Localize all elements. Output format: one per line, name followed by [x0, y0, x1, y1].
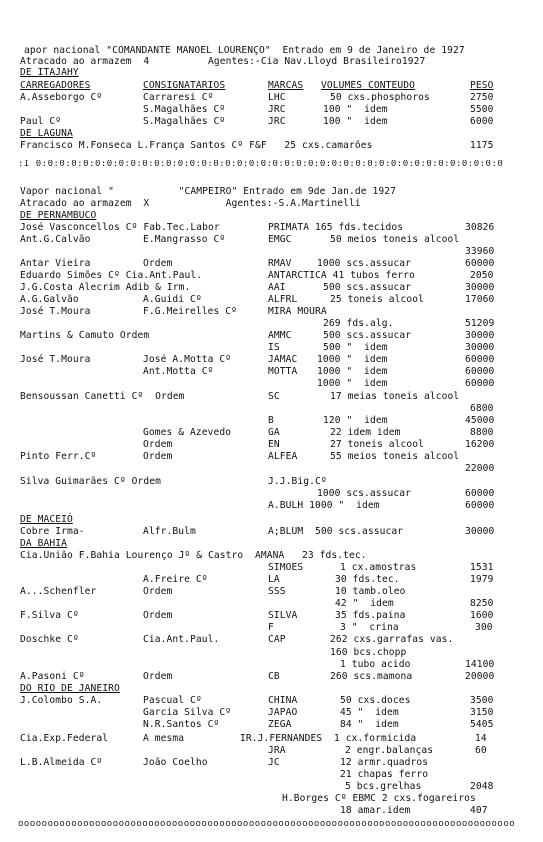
section-heading: DA BAHIA	[20, 538, 68, 549]
manifest-text: B	[268, 415, 274, 426]
manifest-text: AMMC	[268, 330, 292, 341]
manifest-text: JRA	[268, 745, 286, 756]
manifest-text: ZEGA	[268, 719, 292, 730]
manifest-text: Atracado ao armazem X Agentes:-S.A.Martinelli	[20, 198, 361, 209]
manifest-text: 50 cxs.phosphoros	[330, 92, 430, 103]
manifest-text: 5405	[470, 719, 494, 730]
manifest-text: 1531	[470, 562, 494, 573]
manifest-text: SIMOES	[268, 562, 304, 573]
manifest-text: apor nacional "COMANDANTE MANOEL LOURENÇO" Entrado em 9 de Janeiro de 1927	[24, 45, 465, 56]
manifest-text: S.Magalhães Cº	[143, 104, 226, 115]
section-heading: DE ITAJAHY	[20, 67, 79, 78]
manifest-text: ALFEA	[268, 451, 298, 462]
manifest-text: 30000	[465, 342, 495, 353]
manifest-text: 60000	[465, 488, 495, 499]
manifest-text: 6000	[470, 116, 494, 127]
manifest-text: Garcia Silva Cº	[143, 707, 232, 718]
manifest-text: CB	[268, 671, 280, 682]
manifest-text: Francisco M.Fonseca L.França Santos Cº F&F 25 cxs.camarões	[20, 140, 373, 151]
manifest-text: 50 meios toneis alcool	[330, 234, 460, 245]
manifest-text: ANTARCTICA 41 tubos ferro	[268, 270, 415, 281]
manifest-text: 50 cxs.doces	[340, 695, 411, 706]
manifest-text: 33960	[465, 246, 495, 257]
manifest-text: Paul Cº	[20, 116, 62, 127]
manifest-text: 5 bcs.grelhas	[345, 781, 422, 792]
manifest-text: Ant.Motta Cº	[143, 366, 214, 377]
manifest-text: L.B.Almeida Cº	[20, 757, 103, 768]
manifest-text: Cia.Ant.Paul.	[143, 634, 220, 645]
manifest-text: Cia.Exp.Federal	[20, 733, 109, 744]
manifest-text: 500 " idem	[323, 342, 388, 353]
manifest-text: 1000 " idem	[317, 366, 388, 377]
manifest-text: A.BULH 1000 " idem	[268, 500, 380, 511]
manifest-text: Gomes & Azevedo	[143, 427, 232, 438]
manifest-text: 42 " idem	[335, 598, 394, 609]
manifest-text: Ordem	[143, 258, 173, 269]
section-heading: DO RIO DE JANEIRO	[20, 683, 120, 694]
manifest-text: Alfr.Bulm	[143, 526, 196, 537]
manifest-text: 60000	[465, 366, 495, 377]
manifest-text: Ordem	[143, 610, 173, 621]
manifest-text: 3 " crina	[340, 622, 399, 633]
manifest-text: 21 chapas ferro	[340, 769, 429, 780]
manifest-text: 10 tamb.oleo	[335, 586, 406, 597]
manifest-text: ALFRL	[268, 294, 298, 305]
section-heading: DE MACEIÓ	[20, 514, 73, 525]
manifest-text: 8800	[470, 427, 494, 438]
manifest-text: 262 cxs.garrafas vas.	[330, 634, 454, 645]
manifest-text: N.R.Santos Cº	[143, 719, 220, 730]
manifest-text: João Coelho	[143, 757, 208, 768]
manifest-text: SILVA	[268, 610, 298, 621]
manifest-text: 60000	[465, 500, 495, 511]
manifest-text: 60000	[465, 258, 495, 269]
manifest-text: Antar Vieira	[20, 258, 91, 269]
manifest-text: 45 " idem	[340, 707, 399, 718]
manifest-text: Cia.União F.Bahia Lourenço Jº & Castro AMANA 23 fds.tec.	[20, 550, 367, 561]
section-heading: CONSIGNATARIOS	[143, 80, 226, 91]
manifest-text: 6800	[470, 403, 494, 414]
manifest-text: 3500	[470, 695, 494, 706]
manifest-text: 25 toneis alcool	[330, 294, 425, 305]
manifest-text: 1000 scs.assucar	[317, 258, 412, 269]
manifest-text: J.Colombo S.A.	[20, 695, 103, 706]
manifest-text: A mesma	[143, 733, 185, 744]
manifest-text: MIRA MOURA	[268, 306, 327, 317]
manifest-text: Silva Guimarães Cº Ordem	[20, 476, 162, 487]
manifest-text: SSS	[268, 586, 286, 597]
manifest-text: 1000 " idem	[317, 378, 388, 389]
manifest-text: PRIMATA 165 fds.tecidos	[268, 222, 404, 233]
manifest-text: E.Mangrasso Cº	[143, 234, 226, 245]
manifest-text: Cobre Irma-	[20, 526, 85, 537]
manifest-text: Atracado ao armazem 4 Agentes:-Cia Nav.Lloyd Brasileiro1927	[20, 56, 426, 67]
manifest-text: 30000	[465, 282, 495, 293]
manifest-text: 60000	[465, 354, 495, 365]
manifest-text: A...Schenfler	[20, 586, 97, 597]
manifest-text: 2750	[470, 92, 494, 103]
manifest-text: Carraresi Cº	[143, 92, 214, 103]
manifest-text: 30 fds.tec.	[335, 574, 400, 585]
manifest-text: JAMAC	[268, 354, 298, 365]
manifest-text: Martins & Camuto Ordem	[20, 330, 150, 341]
manifest-text: 22000	[465, 463, 495, 474]
manifest-text: Doschke Cº	[20, 634, 79, 645]
manifest-text: J.J.Big.Cº	[268, 476, 327, 487]
manifest-text: 14	[475, 733, 487, 744]
manifest-text: A.Asseborgo Cº	[20, 92, 103, 103]
manifest-text: 35 fds.paina	[335, 610, 406, 621]
manifest-text: José T.Moura	[20, 354, 91, 365]
manifest-text: 8250	[470, 598, 494, 609]
manifest-text: 30000	[465, 526, 495, 537]
manifest-text: 1175	[470, 140, 494, 151]
manifest-text: 5500	[470, 104, 494, 115]
manifest-text: GA	[268, 427, 280, 438]
manifest-text: 12 armr.quadros	[340, 757, 429, 768]
manifest-text: A.Freire Cº	[143, 574, 208, 585]
manifest-text: JAPAO	[268, 707, 298, 718]
manifest-text: 27 toneis alcool	[330, 439, 425, 450]
section-heading: CARREGADORES	[20, 80, 91, 91]
manifest-text: LHC	[268, 92, 286, 103]
manifest-text: A.Guidi Cº	[143, 294, 202, 305]
manifest-text: 100 " idem	[323, 104, 388, 115]
manifest-text: 500 scs.assucar	[323, 282, 412, 293]
manifest-text: J.G.Costa Alecrim Adib & Irm.	[20, 282, 191, 293]
manifest-text: 100 " idem	[323, 116, 388, 127]
manifest-text: S.Magalhães Cº	[143, 116, 226, 127]
manifest-text: 45000	[465, 415, 495, 426]
manifest-text: 3150	[470, 707, 494, 718]
manifest-text: F	[268, 622, 274, 633]
manifest-text: AAI	[268, 282, 286, 293]
manifest-text: SC	[268, 391, 280, 402]
manifest-text: 22 idem idem	[330, 427, 401, 438]
manifest-text: IR.J.FERNANDES 1 cx.formicida	[240, 733, 417, 744]
manifest-text: José Vasconcellos Cº Fab.Tec.Labor	[20, 222, 220, 233]
manifest-text: 260 scs.mamona	[330, 671, 413, 682]
manifest-text: Ordem	[143, 451, 173, 462]
manifest-text: 2 engr.balanças	[345, 745, 434, 756]
manifest-text: Pascual Cº	[143, 695, 202, 706]
manifest-text: 84 " idem	[340, 719, 399, 730]
manifest-text: 2048	[470, 781, 494, 792]
manifest-text: EN	[268, 439, 280, 450]
separator-line: :I 0:0:0:0:0:0:0:0:0:0:0:0:0:0:0:0:0:0:0:0:0:0:0:0:0:0:0:0:0:0:0:0:0:0:0:0:0:0:0:0	[18, 160, 504, 169]
manifest-text: 30000	[465, 330, 495, 341]
manifest-text: Ordem	[143, 439, 173, 450]
manifest-text: RMAV	[268, 258, 292, 269]
manifest-text: JRC	[268, 104, 286, 115]
manifest-text: CAP	[268, 634, 286, 645]
manifest-text: Vapor nacional " "CAMPEIRO" Entrado em 9de Jan.de 1927	[20, 186, 397, 197]
manifest-text: 120 " idem	[323, 415, 388, 426]
manifest-text: Eduardo Simões Cº Cia.Ant.Paul.	[20, 270, 203, 281]
manifest-text: F.Silva Cº	[20, 610, 79, 621]
manifest-text: 60000	[465, 378, 495, 389]
manifest-text: F.G.Meirelles Cº	[143, 306, 238, 317]
manifest-text: Ordem	[143, 586, 173, 597]
manifest-text: A.G.Galvão	[20, 294, 79, 305]
manifest-text: José T.Moura	[20, 306, 91, 317]
manifest-text: 2050	[470, 270, 494, 281]
manifest-text: 60	[475, 745, 487, 756]
manifest-text: 18 amar.idem	[340, 805, 411, 816]
manifest-text: 14100	[465, 659, 495, 670]
section-heading: VOLUMES CONTEUDO	[321, 80, 416, 91]
manifest-text: A;BLUM 500 scs.assucar	[268, 526, 404, 537]
manifest-text: 1 cx.amostras	[340, 562, 417, 573]
manifest-text: 16200	[465, 439, 495, 450]
separator-line: oooooooooooooooooooooooooooooooooooooooooooooooooooooooooooooooooooooooooooooooooooo	[18, 820, 516, 829]
section-heading: MARCAS	[268, 80, 304, 91]
manifest-text: JC	[268, 757, 280, 768]
manifest-text: 17060	[465, 294, 495, 305]
manifest-text: Bensoussan Canetti Cº Ordem	[20, 391, 185, 402]
manifest-text: 1979	[470, 574, 494, 585]
manifest-text: 500 scs.assucar	[323, 330, 412, 341]
manifest-text: 1000 " idem	[317, 354, 388, 365]
manifest-text: A.Pasoni Cº	[20, 671, 85, 682]
manifest-text: JRC	[268, 116, 286, 127]
manifest-text: 269 fds.alg.	[323, 318, 394, 329]
manifest-text: LA	[268, 574, 280, 585]
manifest-text: EMGC	[268, 234, 292, 245]
manifest-text: 300	[475, 622, 493, 633]
manifest-text: CHINA	[268, 695, 298, 706]
manifest-text: IS	[268, 342, 280, 353]
manifest-text: Pinto Ferr.Cº	[20, 451, 97, 462]
section-heading: PESO	[470, 80, 494, 91]
manifest-text: 160 bcs.chopp	[330, 647, 407, 658]
manifest-text: 1000 scs.assucar	[317, 488, 412, 499]
section-heading: DE PERNAMBUCO	[20, 210, 97, 221]
manifest-text: Ant.G.Calvão	[20, 234, 91, 245]
manifest-text: 20000	[465, 671, 495, 682]
manifest-text: 1600	[470, 610, 494, 621]
manifest-text: José A.Motta Cº	[143, 354, 232, 365]
manifest-text: H.Borges Cº EBMC 2 cxs.fogareiros	[282, 793, 476, 804]
manifest-text: 407	[470, 805, 488, 816]
manifest-text: 30826	[465, 222, 495, 233]
section-heading: DE LAGUNA	[20, 128, 73, 139]
manifest-text: 1 tubo acido	[340, 659, 411, 670]
manifest-text: 17 meias toneis alcool	[330, 391, 460, 402]
manifest-text: MOTTA	[268, 366, 298, 377]
manifest-text: Ordem	[143, 671, 173, 682]
manifest-text: 55 meios toneis alcool	[330, 451, 460, 462]
manifest-text: 51209	[465, 318, 495, 329]
